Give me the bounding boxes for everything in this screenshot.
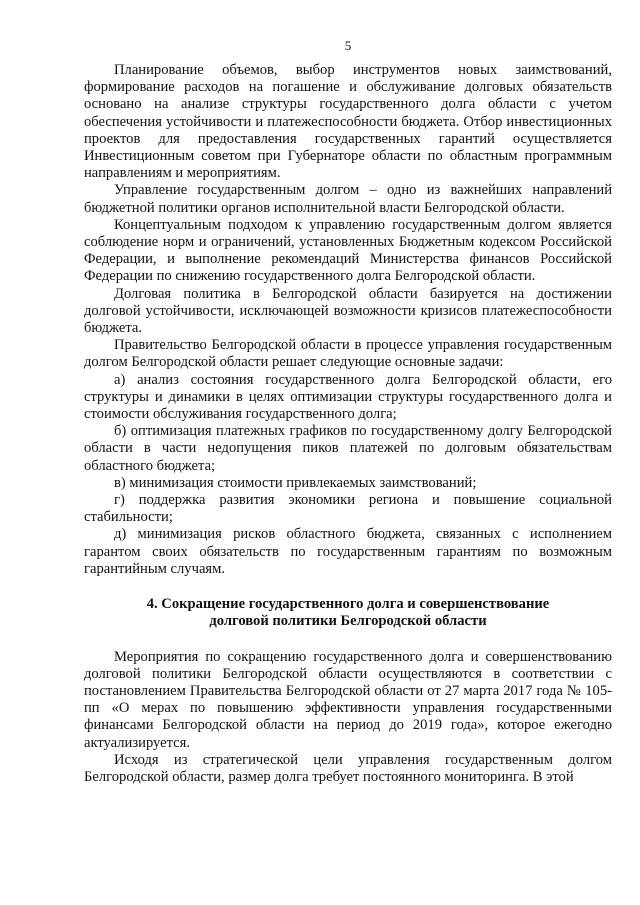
list-item-task-c: в) минимизация стоимости привлекаемых заимствований; bbox=[114, 474, 477, 491]
list-item-task-d: г) поддержка развития экономики региона и повышение социальной стабильности; bbox=[84, 492, 612, 526]
paragraph-debt-management: Управление государственным долгом – одно из важнейших направлений бюджетной политики органов исполнительной власти Белгородской области. bbox=[84, 182, 612, 216]
section-heading bbox=[84, 596, 612, 630]
paragraph-debt-policy: Долговая политика в Белгородской области базируется на достижении долговой устойчивости, исключающей возможности кризисов платежеспособности бюджета. bbox=[84, 285, 612, 337]
paragraph-measures: Мероприятия по сокращению государственного долга и совершенствованию долговой политики Белгородской области осуществляются в соответствии с постановлением Правительства Белгородской области от 27 марта 2017 года № 105-пп «О мерах по повышению эффективности управления государственными финансами Белгородской области на период до 2019 года», которое ежегодно актуализируется. bbox=[84, 648, 612, 751]
section-heading-line-2: долговой политики Белгородской области bbox=[209, 613, 487, 630]
section-heading-line-1: 4. Сокращение государственного долга и совершенствование bbox=[146, 596, 550, 613]
paragraph-borrowing-planning: Планирование объемов, выбор инструментов новых заимствований, формирование расходов на погашение и обслуживание долговых обязательств основано на анализе структуры государственного долга области с учетом обеспечения устойчивости и платежеспособности бюджета. Отбор инвестиционных проектов для предоставления государственных гарантий осуществляется Инвестиционным советом при Губернаторе области по областным программным направлениям и мероприятиям. bbox=[84, 62, 612, 182]
paragraph-government-tasks: Правительство Белгородской области в процессе управления государственным долгом Белгородской области решает следующие основные задачи: bbox=[84, 337, 612, 371]
paragraph-strategic-goal: Исходя из стратегической цели управления государственным долгом Белгородской области, размер долга требует постоянного мониторинга. В этой bbox=[84, 751, 612, 785]
page-number: 5 bbox=[344, 38, 352, 53]
list-item-task-b: б) оптимизация платежных графиков по государственному долгу Белгородской области в части недопущения пиков платежей по долговым обязательствам областного бюджета; bbox=[84, 423, 612, 474]
list-item-task-e: д) минимизация рисков областного бюджета, связанных с исполнением гарантом своих обязательств по государственным гарантиям по возможным гарантийным случаям. bbox=[84, 526, 612, 577]
paragraph-conceptual-approach: Концептуальным подходом к управлению государственным долгом является соблюдение норм и ограничений, установленных Бюджетным кодексом Российской Федерации, и выполнение рекомендаций Министерства финансов Российской Федерации по снижению государственного долга Белгородской области. bbox=[84, 216, 612, 285]
list-item-task-a: а) анализ состояния государственного долга Белгородской области, его структуры и динамики в целях оптимизации структуры государственного долга и стоимости обслуживания государственного долга; bbox=[84, 371, 612, 423]
